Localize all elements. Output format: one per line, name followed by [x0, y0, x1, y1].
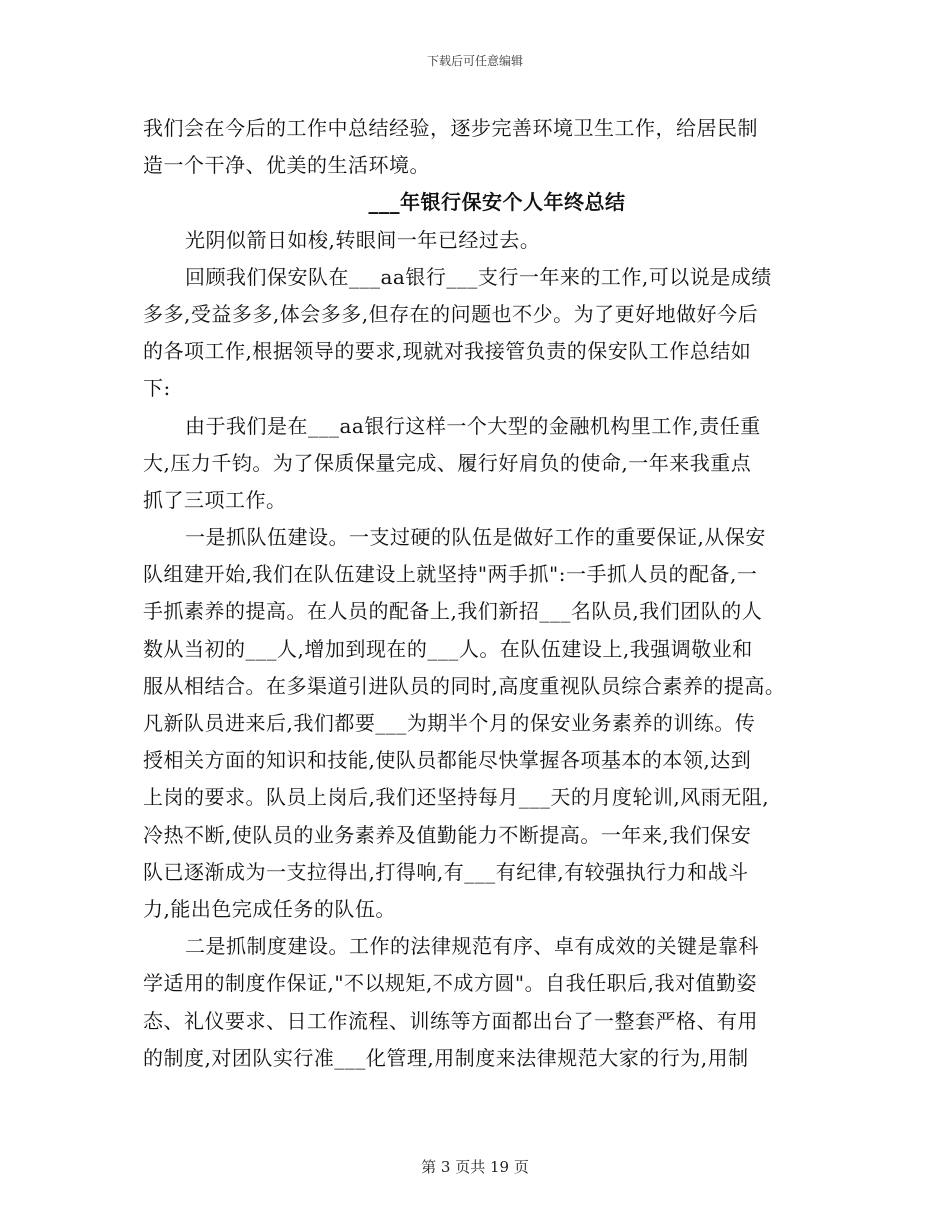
paragraph-line: 态、礼仪要求、日工作流程、训练等方面都出台了一整套严格、有用: [143, 1008, 758, 1033]
paragraph-line: 凡新队员进来后,我们都要___为期半个月的保安业务素养的训练。传: [143, 711, 756, 735]
paragraph-line: 由于我们是在___aa银行这样一个大型的金融机构里工作,责任重: [185, 413, 761, 438]
page-number: 第 3 页共 19 页: [421, 1158, 529, 1176]
paragraph-line: 造一个干净、优美的生活环境。: [143, 153, 430, 178]
paragraph-line: 多多,受益多多,体会多多,但存在的问题也不少。为了更好地做好今后: [143, 301, 759, 326]
paragraph-line: 大,压力千钧。为了保质保量完成、履行好肩负的使命,一年来我重点: [143, 450, 752, 475]
document-body: [143, 110, 811, 1077]
paragraph-line: 的各项工作,根据领导的要求,现就对我接管负责的保安队工作总结如: [143, 339, 752, 364]
paragraph-line: 队组建开始,我们在队伍建设上就坚持"两手抓":一手抓人员的配备,一: [143, 562, 758, 587]
paragraph-line: 我们会在今后的工作中总结经验，逐步完善环境卫生工作，给居民制: [143, 116, 758, 140]
paragraph-line: 服从相结合。在多渠道引进队员的同时,高度重视队员综合素养的提高。: [143, 673, 786, 698]
page-header: 下载后可任意编辑: [426, 54, 523, 68]
paragraph-line: 下:: [143, 376, 171, 401]
paragraph-line: 二是抓制度建设。工作的法律规范有序、卓有成效的关键是靠科: [185, 934, 759, 959]
paragraph-line: 的制度,对团队实行准___化管理,用制度来法律规范大家的行为,用制: [143, 1045, 749, 1070]
paragraph-line: 手抓素养的提高。在人员的配备上,我们新招___名队员,我们团队的人: [143, 599, 763, 624]
paragraph-line: 队已逐渐成为一支拉得出,打得响,有___有纪律,有较强执行力和战斗: [143, 859, 749, 884]
paragraph-line: 数从当初的___人,增加到现在的___人。在队伍建设上,我强调敬业和: [143, 636, 753, 661]
paragraph-line: 学适用的制度作保证,"不以规矩,不成方圆"。自我任职后,我对值勤姿: [143, 971, 757, 996]
paragraph-line: 授相关方面的知识和技能,使队员都能尽快掌握各项基本的本领,达到: [143, 748, 752, 773]
paragraph-line: 光阴似箭日如梭,转眼间一年已经过去。: [185, 227, 541, 252]
paragraph-line: 力,能出色完成任务的队伍。: [143, 896, 396, 921]
paragraph-line: 上岗的要求。队员上岗后,我们还坚持每月___天的月度轮训,风雨无阻,: [143, 785, 770, 810]
paragraph-line: 回顾我们保安队在___aa银行___支行一年来的工作,可以说是成绩: [185, 264, 772, 289]
paragraph-line: 抓了三项工作。: [143, 487, 287, 512]
section-title: ___年银行保安个人年终总结: [368, 190, 626, 215]
paragraph-line: 一是抓队伍建设。一支过硬的队伍是做好工作的重要保证,从保安: [185, 525, 766, 550]
paragraph-line: 冷热不断,使队员的业务素养及值勤能力不断提高。一年来,我们保安: [143, 822, 752, 847]
